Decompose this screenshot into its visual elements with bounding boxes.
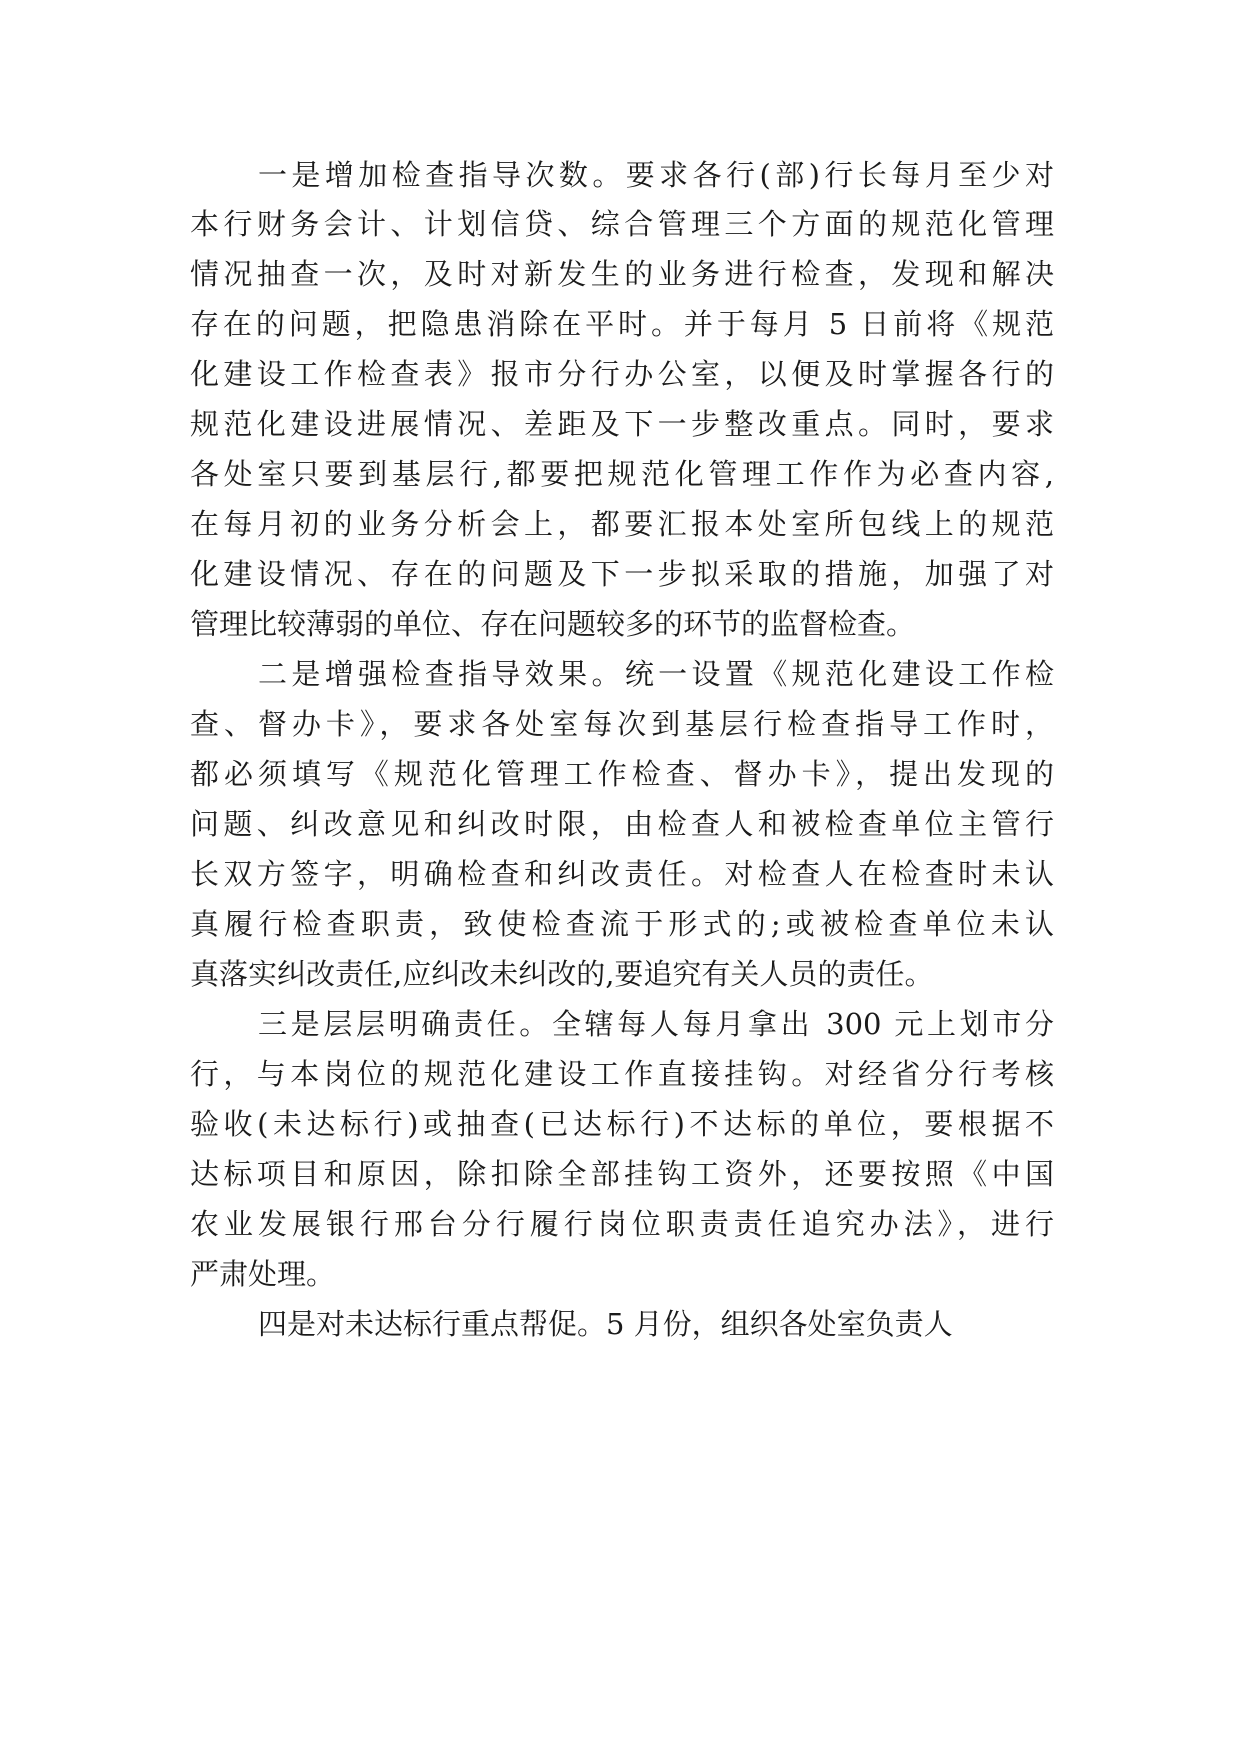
- paragraph-2-line-1: 二是增强检查指导效果。统一设置《规范化建设工作检: [258, 657, 1054, 691]
- paragraph-3-line-2: 行，与本岗位的规范化建设工作直接挂钩。对经省分行考核: [190, 1057, 1054, 1091]
- paragraph-1-line-5: 化建设工作检查表》报市分行办公室，以便及时掌握各行的: [190, 357, 1054, 391]
- paragraph-1-line-6: 规范化建设进展情况、差距及下一步整改重点。同时，要求: [190, 407, 1054, 441]
- paragraph-1-line-4: 存在的问题，把隐患消除在平时。并于每月 5 日前将《规范: [190, 307, 1054, 341]
- paragraph-1-line-3: 情况抽查一次，及时对新发生的业务进行检查，发现和解决: [190, 257, 1054, 291]
- paragraph-1-line-7: 各处室只要到基层行,都要把规范化管理工作作为必查内容,: [190, 457, 1054, 491]
- paragraph-3-line-1: 三是层层明确责任。全辖每人每月拿出 300 元上划市分: [258, 1007, 1054, 1041]
- paragraph-1-line-1: 一是增加检查指导次数。要求各行(部)行长每月至少对: [258, 158, 1054, 192]
- paragraph-3-line-4: 达标项目和原因，除扣除全部挂钩工资外，还要按照《中国: [190, 1157, 1054, 1191]
- paragraph-3-line-3: 验收(未达标行)或抽查(已达标行)不达标的单位，要根据不: [190, 1107, 1054, 1141]
- paragraph-2-line-3: 都必须填写《规范化管理工作检查、督办卡》，提出发现的: [190, 757, 1054, 791]
- paragraph-1-line-8: 在每月初的业务分析会上，都要汇报本处室所包线上的规范: [190, 507, 1054, 541]
- paragraph-2-line-6: 真履行检查职责，致使检查流于形式的;或被检查单位未认: [190, 907, 1054, 941]
- paragraph-1-line-10: 管理比较薄弱的单位、存在问题较多的环节的监督检查。: [190, 607, 916, 641]
- paragraph-2-line-4: 问题、纠改意见和纠改时限，由检查人和被检查单位主管行: [190, 807, 1054, 841]
- paragraph-3-line-6: 严肃处理。: [190, 1257, 336, 1291]
- paragraph-1-line-9: 化建设情况、存在的问题及下一步拟采取的措施，加强了对: [190, 557, 1054, 591]
- paragraph-2-line-5: 长双方签字，明确检查和纠改责任。对检查人在检查时未认: [190, 857, 1054, 891]
- paragraph-2-line-7: 真落实纠改责任,应纠改未纠改的,要追究有关人员的责任。: [190, 957, 934, 991]
- paragraph-1-line-2: 本行财务会计、计划信贷、综合管理三个方面的规范化管理: [190, 207, 1054, 241]
- paragraph-2-line-2: 查、督办卡》，要求各处室每次到基层行检查指导工作时，: [190, 707, 1054, 741]
- paragraph-4-line-1: 四是对未达标行重点帮促。5 月份，组织各处室负责人: [258, 1307, 953, 1341]
- paragraph-3-line-5: 农业发展银行邢台分行履行岗位职责责任追究办法》，进行: [190, 1207, 1054, 1241]
